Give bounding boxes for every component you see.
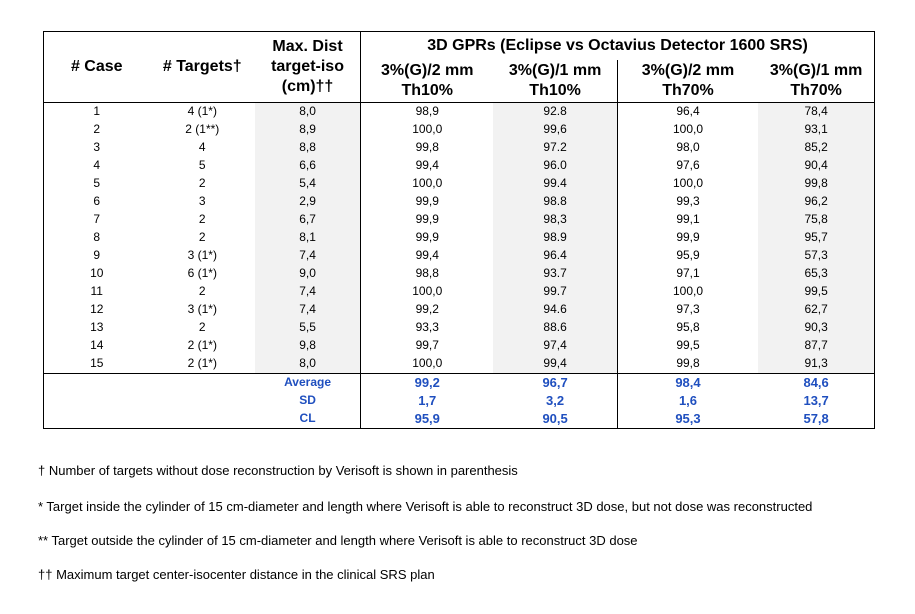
header-targets: # Targets† <box>162 57 242 75</box>
table-cell: 62,7 <box>758 301 874 319</box>
table-cell: 7,4 <box>255 283 361 301</box>
header-case: # Case <box>70 57 123 75</box>
table-cell: 6,6 <box>255 157 361 175</box>
table-row <box>44 265 874 283</box>
table-cell: 99,1 <box>617 211 758 229</box>
table-cell: 2 <box>198 176 206 191</box>
table-cell: 2 <box>198 320 206 335</box>
table-cell: 99,4 <box>361 157 494 175</box>
stat-value: 1,6 <box>617 392 758 410</box>
table-cell: 7 <box>93 212 101 227</box>
table-cell: 87,7 <box>758 337 874 355</box>
header-sub-4-line1: 3%(G)/1 mm <box>769 61 863 79</box>
table-cell: 5 <box>93 176 101 191</box>
table-cell: 5 <box>198 158 206 173</box>
stat-value: 90,5 <box>542 411 568 427</box>
table-cell: 11 <box>90 284 103 299</box>
table-cell: 85,2 <box>758 139 874 157</box>
table-cell: 100,0 <box>361 175 494 193</box>
empty-cell <box>44 373 150 392</box>
table-cell: 75,8 <box>758 211 874 229</box>
stat-row <box>44 373 874 392</box>
table-cell: 9 <box>93 248 101 263</box>
table-cell: 95,7 <box>758 229 874 247</box>
table-cell: 15 <box>44 355 150 374</box>
stat-value: 3,2 <box>546 393 565 409</box>
footnote-dagger: † Number of targets without dose reconstruction by Verisoft is shown in parenthesis <box>38 463 518 478</box>
table-cell: 100,0 <box>361 355 494 374</box>
table-cell: 98,8 <box>361 265 494 283</box>
empty-cell <box>150 392 256 410</box>
header-max-dist <box>255 32 361 102</box>
table-row <box>44 211 874 229</box>
table-cell: 97,1 <box>617 265 758 283</box>
header-max-dist-line3: (cm)†† <box>281 77 334 95</box>
table-cell: 98.9 <box>493 229 617 247</box>
table-cell: 2 <box>93 122 101 137</box>
table-cell: 9,8 <box>255 337 361 355</box>
stat-label: Average <box>284 375 331 390</box>
table-cell: 97,4 <box>493 337 617 355</box>
table-cell: 6 <box>93 194 101 209</box>
table-cell: 98.8 <box>493 193 617 211</box>
table-cell: 99,6 <box>493 121 617 139</box>
table-cell: 8,9 <box>255 121 361 139</box>
table-cell: 94.6 <box>493 301 617 319</box>
table-cell: 95,8 <box>617 319 758 337</box>
table-cell: 8,8 <box>255 139 361 157</box>
table-cell: 1 <box>93 104 101 118</box>
table-row <box>44 121 874 139</box>
table-cell: 99,3 <box>617 193 758 211</box>
table-cell: 99,8 <box>617 355 758 374</box>
table-cell: 99,9 <box>361 193 494 211</box>
empty-cell <box>44 410 150 428</box>
empty-cell <box>150 410 256 428</box>
table-cell: 4 <box>198 140 206 155</box>
stat-value: 57,8 <box>803 411 829 427</box>
table-cell: 96.4 <box>493 247 617 265</box>
header-sub-2 <box>493 60 617 102</box>
table-cell: 96.0 <box>493 157 617 175</box>
stat-value: 95,9 <box>361 410 494 428</box>
table-cell: 2 (1*) <box>187 338 217 353</box>
table-cell: 93.7 <box>493 265 617 283</box>
table-cell: 100,0 <box>617 175 758 193</box>
table-cell: 90,3 <box>758 319 874 337</box>
empty-cell <box>44 392 150 410</box>
header-sub-4 <box>758 60 874 102</box>
table-cell: 96,4 <box>617 102 758 121</box>
table-cell: 6 (1*) <box>187 266 217 281</box>
header-sub-3-line1: 3%(G)/2 mm <box>641 61 735 79</box>
table-row <box>44 193 874 211</box>
table-cell: 2 <box>198 230 206 245</box>
table-cell: 4 (1*) <box>187 104 217 118</box>
stat-value: 95,3 <box>617 410 758 428</box>
table-cell: 96,2 <box>758 193 874 211</box>
footnote-double-asterisk: ** Target outside the cylinder of 15 cm-diameter and length where Verisoft is able to reconstruct 3D dose <box>38 533 638 548</box>
table-body <box>44 102 874 428</box>
table-cell: 8 <box>93 230 101 245</box>
table-row <box>44 102 874 121</box>
table-cell: 3 (1*) <box>187 302 217 317</box>
header-max-dist-line2: target-iso <box>271 57 344 75</box>
table-cell: 99,9 <box>361 229 494 247</box>
table-cell: 97,6 <box>617 157 758 175</box>
table-cell: 6,7 <box>255 211 361 229</box>
table-cell: 99,7 <box>361 337 494 355</box>
table-cell: 99,8 <box>361 139 494 157</box>
header-sub-3-line2: Th70% <box>662 81 714 99</box>
table-cell: 95,9 <box>617 247 758 265</box>
table-cell: 88.6 <box>493 319 617 337</box>
table-cell: 100,0 <box>361 121 494 139</box>
table-cell: 98,3 <box>493 211 617 229</box>
header-group-title: 3D GPRs (Eclipse vs Octavius Detector 1600 SRS) <box>361 32 874 60</box>
table-cell: 93,1 <box>758 121 874 139</box>
stat-label: CL <box>299 411 316 426</box>
table-cell: 100,0 <box>617 283 758 301</box>
table-cell: 100,0 <box>361 283 494 301</box>
table-cell: 98,0 <box>617 139 758 157</box>
table-cell: 2 <box>198 212 206 227</box>
header-sub-1-line1: 3%(G)/2 mm <box>381 61 474 79</box>
table-cell: 5,4 <box>255 175 361 193</box>
header-max-dist-line1: Max. Dist <box>272 37 343 55</box>
table-cell: 3 <box>93 140 101 155</box>
stat-value: 1,7 <box>361 392 494 410</box>
table-cell: 10 <box>90 266 104 281</box>
table-cell: 99,2 <box>361 301 494 319</box>
table-cell: 99,9 <box>361 211 494 229</box>
table-row <box>44 229 874 247</box>
table-cell: 8,0 <box>255 102 361 121</box>
table-cell: 3 <box>198 194 206 209</box>
stat-label: SD <box>299 393 316 408</box>
header-sub-1-line2: Th10% <box>401 81 454 99</box>
table-cell: 7,4 <box>255 247 361 265</box>
table-cell: 99.7 <box>493 283 617 301</box>
table-cell: 2 (1**) <box>185 122 220 137</box>
table-cell: 8,1 <box>255 229 361 247</box>
table-cell: 98,9 <box>361 102 494 121</box>
table-row <box>44 157 874 175</box>
table-row <box>44 355 874 374</box>
table-cell: 57,3 <box>758 247 874 265</box>
table-row <box>44 301 874 319</box>
stat-value: 99,2 <box>361 373 494 392</box>
table-row <box>44 337 874 355</box>
header-sub-4-line2: Th70% <box>790 81 842 99</box>
table-cell: 2 (1*) <box>150 355 256 374</box>
table-cell: 99.4 <box>493 175 617 193</box>
table-cell: 2 <box>198 284 206 299</box>
footnote-double-dagger: †† Maximum target center-isocenter distance in the clinical SRS plan <box>38 567 435 582</box>
header-sub-3 <box>617 60 758 102</box>
header-sub-2-line2: Th10% <box>529 81 581 99</box>
table-cell: 99,4 <box>361 247 494 265</box>
stat-row <box>44 410 874 428</box>
table-cell: 13 <box>90 320 104 335</box>
table-cell: 97.2 <box>493 139 617 157</box>
table-row <box>44 175 874 193</box>
table-cell: 99,5 <box>617 337 758 355</box>
table-cell: 9,0 <box>255 265 361 283</box>
table-cell: 7,4 <box>255 301 361 319</box>
header-sub-2-line1: 3%(G)/1 mm <box>508 61 602 79</box>
stat-value: 98,4 <box>617 373 758 392</box>
table-cell: 90,4 <box>758 157 874 175</box>
table-cell: 2,9 <box>255 193 361 211</box>
table-cell: 3 (1*) <box>187 248 217 263</box>
table-cell: 65,3 <box>758 265 874 283</box>
table-row <box>44 139 874 157</box>
empty-cell <box>150 373 256 392</box>
stat-value: 84,6 <box>803 375 829 391</box>
table-row <box>44 247 874 265</box>
footnote-asterisk: * Target inside the cylinder of 15 cm-diameter and length where Verisoft is able to reconstruct 3D dose, but not dose was reconstructed <box>38 499 813 514</box>
table-cell: 91,3 <box>758 355 874 374</box>
table-row <box>44 319 874 337</box>
table-cell: 8,0 <box>255 355 361 374</box>
table-cell: 14 <box>90 338 104 353</box>
table-cell: 93,3 <box>361 319 494 337</box>
table-cell: 99,5 <box>758 283 874 301</box>
table-cell: 12 <box>90 302 104 317</box>
stat-value: 13,7 <box>803 393 829 409</box>
stat-value: 96,7 <box>542 375 568 391</box>
table-cell: 99,8 <box>758 175 874 193</box>
table-cell: 92.8 <box>493 102 617 121</box>
gpr-table <box>43 31 875 429</box>
stat-row <box>44 392 874 410</box>
table-row <box>44 283 874 301</box>
table-cell: 4 <box>93 158 101 173</box>
table-cell: 99,9 <box>617 229 758 247</box>
table-cell: 99,4 <box>493 355 617 374</box>
table-cell: 78,4 <box>758 102 874 121</box>
table-cell: 5,5 <box>255 319 361 337</box>
header-sub-1 <box>361 60 494 102</box>
table-cell: 97,3 <box>617 301 758 319</box>
table-cell: 100,0 <box>617 121 758 139</box>
